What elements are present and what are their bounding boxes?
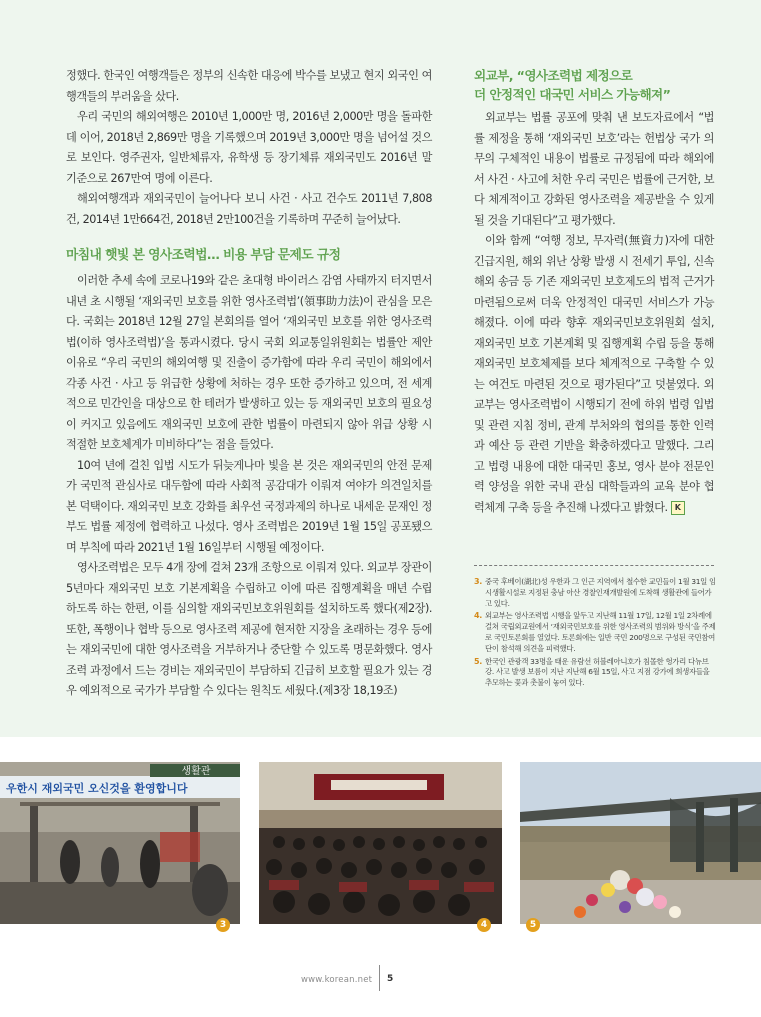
photo-number-badge: 4 xyxy=(477,918,491,932)
footnote-number: 5. xyxy=(474,656,483,666)
photo-danube-memorial-illustration xyxy=(520,762,761,924)
heading-line: 외교부, “영사조력법 제정으로 xyxy=(474,68,633,83)
photo-evacuee-arrival-illustration xyxy=(0,762,240,924)
photo-number-badge: 5 xyxy=(526,918,540,932)
end-mark-icon: K xyxy=(671,501,685,515)
footnote-number: 4. xyxy=(474,611,483,621)
paragraph: 10여 년에 걸친 입법 시도가 뒤늦게나마 빛을 본 것은 재외국민의 안전 문제가 국민적 관심사로 대두함에 따라 사회적 공감대가 이뤄져 여야가 의견일치를 본 덕택이다. 재외국민 보호 강화를 최우선 국정과제의 하나로 내세운 문재인 정부도 법률 제정에 협력하고 나섰다. 영사 조력법은 2019년 1월 15일 공포됐으며 부칙에 따라 2021년 1월 16일부터 시행될 예정이다. xyxy=(66,458,432,554)
footnote-text: 한국인 관광객 33명을 태운 유람선 허블레아니호가 침몰한 헝가리 다뉴브 강. 사고 발생 보름이 지난 지난해 6월 15일, 사고 지점 강가에 희생자들을 추모하는 꽃과 촛불이 놓여 있다. xyxy=(485,656,710,688)
paragraph: 영사조력법은 모두 4개 장에 걸쳐 23개 조항으로 이뤄져 있다. 외교부 장관이 5년마다 재외국민 보호 기본계획을 수립하고 이에 따른 집행계획을 매년 수립하도록 하는 한편, 이를 심의할 재외국민보호위원회를 설치하도록 했다(제2장). 또한, 폭행이나 협박 등으로 영사조력 제공에 현저한 지장을 초래하는 경우 등에는 재외국민에 대한 영사조력을 거부하거나 중단할 수 있도록 명문화했다. 영사조력 과정에서 드는 경비는 재외국민이 부담하되 긴급히 보호할 필요가 있는 경우 예외적으로 국가가 부담할 수 있다는 원칙도 세웠다.(제3장 18,19조) xyxy=(66,561,432,697)
footnote xyxy=(474,577,716,609)
welcome-banner-text: 우한시 재외국민 오신것을 환영합니다 xyxy=(6,782,188,795)
footnote-number: 3. xyxy=(474,577,483,586)
paragraph-text: 이와 함께 “여행 정보, 무자력(無資力)자에 대한 긴급지원, 해외 위난 상황 발생 시 전세기 투입, 신속 해외 송금 등 기존 재외국민 보호제도의 법적 근거가 마련됨으로써 더욱 안정적인 대국민 서비스가 가능해졌다. 이에 따라 향후 재외국민보호위원회 설치, 재외국민 보호 기본계획 및 집행계획 수립 등을 통해 재외국민 보호체제를 보다 체계적으로 구축할 수 있는 여건도 마련된 것으로 평가된다”고 덧붙였다. 외교부는 영사조력법이 시행되기 전에 하위 법령 입법 및 관련 지침 정비, 관계 부처와의 협의를 통한 인력과 예산 등 관련 기반을 확충하겠다고 말했다. 그리고 법령 내용에 대한 대국민 홍보, 영사 분야 전문인력 양성을 위한 국내 관심 대학들과의 교육 분야 협력체계 구축 등을 추진해 나겠다고 밝혔다. xyxy=(474,234,714,514)
footnote xyxy=(474,657,716,689)
photo-public-forum-illustration xyxy=(259,762,502,924)
paragraph: 해외여행객과 재외국민이 늘어나다 보니 사건 · 사고 건수도 2011년 7,808건, 2014년 1만664건, 2018년 2만100건을 기록하며 꾸준히 늘어났다. xyxy=(66,192,432,226)
paragraph xyxy=(474,231,714,518)
paragraph: 외교부는 법률 공포에 맞춰 낸 보도자료에서 “법률 제정을 통해 ‘재외국민 보호’라는 헌법상 국가 의무의 구체적인 내용이 법률로 규정됨에 따라 해외에서 사건 · 사고에 처한 우리 국민은 법률에 근거한, 보다 체계적이고 강화된 영사조력을 제공받을 수 있게 될 것을 기대된다”고 평가했다. xyxy=(474,111,714,227)
section-heading: 마침내 햇빛 본 영사조력법… 비용 부담 문제도 규정 xyxy=(66,248,341,263)
photo-danube-memorial xyxy=(520,762,761,924)
paragraph: 이러한 추세 속에 코로나19와 같은 초대형 바이러스 감염 사태까지 터지면서 내년 초 시행될 ‘재외국민 보호를 위한 영사조력법’(領事助力法)이 관심을 모은다. 국회는 2018년 12월 27일 본회의를 열어 ‘재외국민 보호를 위한 영사조력법(이하 영사조력법)’을 통과시켰다. 당시 국회 외교통일위원회는 법률안 제안 이유로 “우리 국민의 해외여행 및 진출이 증가함에 따라 우리 국민이 해외에서 각종 사건 · 사고 등 위급한 상황에 처하는 경우 또한 증가하고 있으며, 전 세계적으로 민간인을 대상으로 한 테러가 발생하고 있는 등 재외국민 보호의 필요성이 커지고 있음에도 재외국민 보호에 관한 법률이 마련되지 않아 위급 상황 시 적절한 보호체계가 미비하다”는 점을 들었다. xyxy=(66,274,432,451)
banner-top-text: 생활관 xyxy=(181,766,211,777)
footnote-text: 중국 후베이(湖北)성 우한과 그 인근 지역에서 철수한 교민들이 1월 31일 임시생활시설로 지정된 충남 아산 경찰인재개발원에 도착해 생활관에 들어가고 있다. xyxy=(485,577,716,608)
heading-line: 더 안정적인 대국민 서비스 가능해져” xyxy=(474,87,671,102)
photo-evacuee-arrival xyxy=(0,762,240,924)
photo-public-forum xyxy=(259,762,502,924)
footer-divider xyxy=(379,965,380,991)
paragraph: 정했다. 한국인 여행객들은 정부의 신속한 대응에 박수를 보냈고 현지 외국인 여행객들의 부러움을 샀다. xyxy=(66,69,432,103)
footer-url: www.korean.net xyxy=(301,975,373,985)
footnote-text: 외교부는 영사조력법 시행을 앞두고 지난해 11월 17일, 12월 1일 2차례에 걸쳐 국립외교원에서 ‘재외국민보호를 위한 영사조력의 범위와 방식’을 주제로 국민토론회를 열었다. 토론회에는 일반 국민 200명으로 구성된 국민참여단이 참석해 의견을 피력했다. xyxy=(485,611,716,653)
footnote xyxy=(474,611,716,654)
article-right-column xyxy=(474,66,714,518)
footnote-divider xyxy=(474,565,714,566)
page-number: 5 xyxy=(387,974,394,984)
article-left-column xyxy=(66,66,432,702)
photo-number-badge: 3 xyxy=(216,918,230,932)
paragraph: 우리 국민의 해외여행은 2010년 1,000만 명, 2016년 2,000만 명을 돌파한 데 이어, 2018년 2,869만 명을 기록했으며 2019년 3,000만 명을 넘어설 것으로 보인다. 영주권자, 일반체류자, 유학생 등 장기체류 재외국민도 2016년 말 기준으로 267만여 명에 이른다. xyxy=(66,110,432,185)
footnotes xyxy=(474,577,716,691)
section-heading xyxy=(474,66,714,104)
